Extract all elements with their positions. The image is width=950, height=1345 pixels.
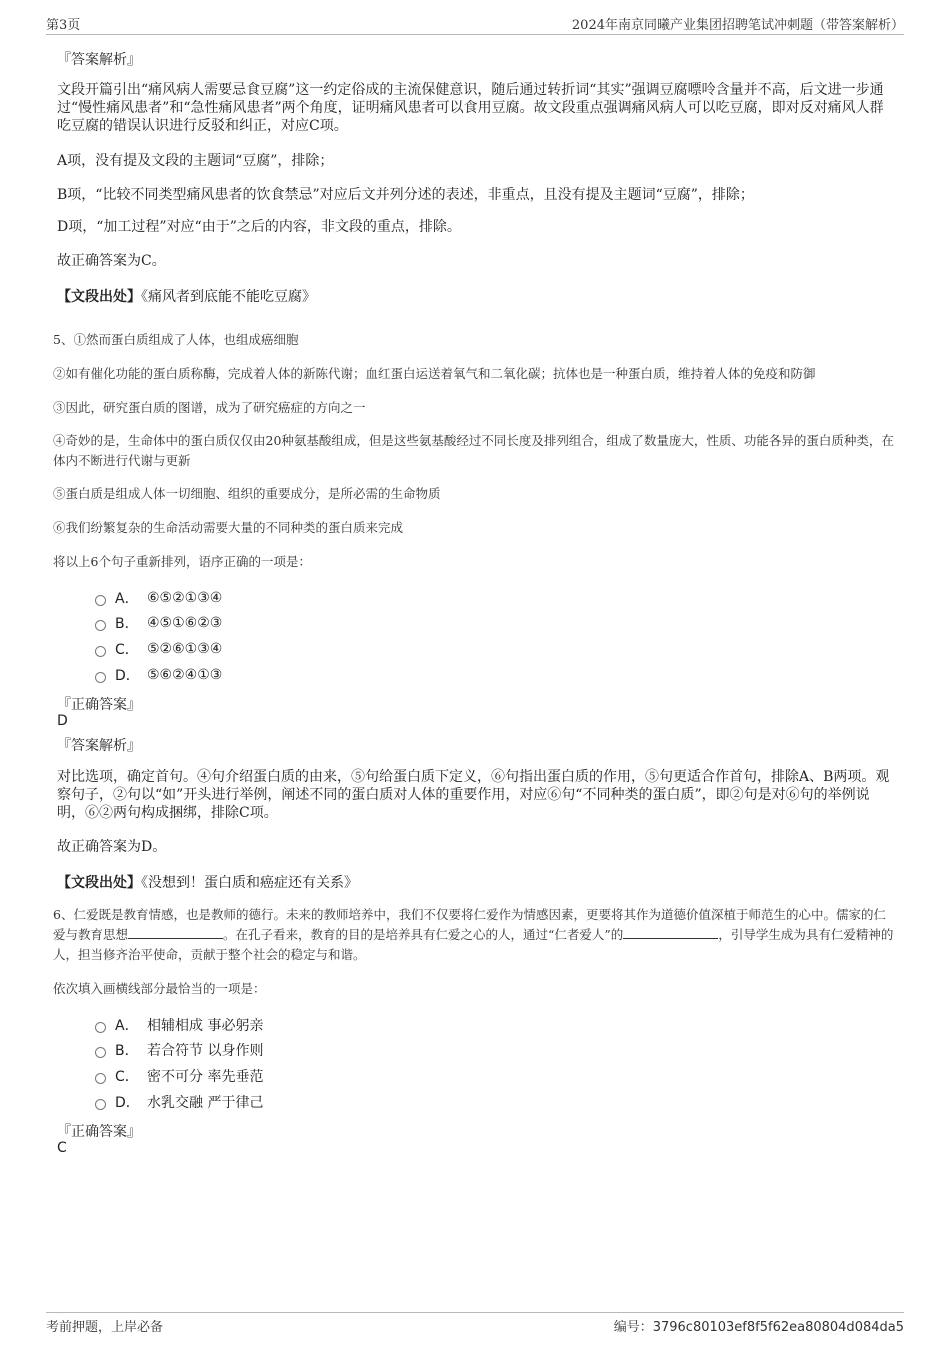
q5-sentence-5: ⑤蛋白质是组成人体一切细胞、组织的重要成分，是所必需的生命物质 bbox=[53, 486, 441, 501]
q5-option-b[interactable]: B． ④⑤①⑥②③ bbox=[95, 613, 222, 633]
q5-answer-label: 『正确答案』 bbox=[57, 697, 141, 713]
q6-answer: C bbox=[57, 1140, 67, 1156]
q5-answer: D bbox=[57, 713, 68, 729]
q4-explain-label: 『答案解析』 bbox=[57, 52, 141, 68]
q5-sentence-1: 5、①然而蛋白质组成了人体，也组成癌细胞 bbox=[53, 332, 299, 347]
fill-blank-1 bbox=[128, 926, 223, 939]
q5-sentence-2: ②如有催化功能的蛋白质称酶，完成着人体的新陈代谢；血红蛋白运送着氧气和二氧化碳；抗体也是一种蛋白质，维持着人体的免疫和防御 bbox=[53, 366, 816, 381]
q6-option-b[interactable]: B． 若合符节 以身作则 bbox=[95, 1040, 263, 1060]
radio-icon[interactable] bbox=[95, 672, 106, 683]
q4-explain-paragraph: 文段开篇引出“痛风病人需要忌食豆腐”这一约定俗成的主流保健意识，随后通过转折词“其实”强调豆腐嘌呤含量并不高，后文进一步通过“慢性痛风患者”和“急性痛风患者”两个角度，证明痛风患者可以食用豆腐。故文段重点强调痛风病人可以吃豆腐，即对反对痛风人群吃豆腐的错误认识进行反驳和纠正，对应C项。 bbox=[57, 82, 884, 134]
q4-explain-b: B项，“比较不同类型痛风患者的饮食禁忌”对应后文并列分述的表述，非重点，且没有提及主题词“豆腐”，排除； bbox=[57, 187, 754, 203]
q5-conclusion: 故正确答案为D。 bbox=[57, 839, 167, 855]
radio-icon[interactable] bbox=[95, 620, 106, 631]
q6-prompt: 依次填入画横线部分最恰当的一项是： bbox=[53, 981, 266, 996]
radio-icon[interactable] bbox=[95, 1022, 106, 1033]
q6-option-d[interactable]: D． 水乳交融 严于律己 bbox=[95, 1092, 263, 1112]
q5-option-a[interactable]: A． ⑥⑤②①③④ bbox=[95, 588, 222, 608]
q4-source bbox=[57, 286, 316, 306]
footer-code: 编号：3796c80103ef8f5f62ea80804d084da5 bbox=[613, 1320, 904, 1335]
q6-option-a[interactable]: A． 相辅相成 事必躬亲 bbox=[95, 1015, 263, 1035]
radio-icon[interactable] bbox=[95, 1047, 106, 1058]
page-header bbox=[46, 12, 904, 35]
q4-explain-a: A项，没有提及文段的主题词“豆腐”，排除； bbox=[57, 153, 334, 169]
q5-option-c[interactable]: C． ⑤②⑥①③④ bbox=[95, 639, 222, 659]
q5-source bbox=[57, 872, 358, 892]
q6-answer-label: 『正确答案』 bbox=[57, 1124, 141, 1140]
q5-sentence-3: ③因此，研究蛋白质的图谱，成为了研究癌症的方向之一 bbox=[53, 400, 366, 415]
q5-sentence-4: ④奇妙的是，生命体中的蛋白质仅仅由20种氨基酸组成，但是这些氨基酸经过不同长度及排列组合，组成了数量庞大，性质、功能各异的蛋白质种类，在体内不断进行代谢与更新 bbox=[53, 433, 894, 468]
page-footer bbox=[46, 1312, 904, 1335]
q4-explain-d: D项，“加工过程”对应“由于”之后的内容，非文段的重点，排除。 bbox=[57, 219, 461, 235]
q5-sentence-6: ⑥我们纷繁复杂的生命活动需要大量的不同种类的蛋白质来完成 bbox=[53, 520, 404, 535]
radio-icon[interactable] bbox=[95, 595, 106, 606]
q5-explain: 对比选项，确定首句。④句介绍蛋白质的由来，⑤句给蛋白质下定义，⑥句指出蛋白质的作用，⑤句更适合作首句，排除A、B两项。观察句子，②句以“如”开头进行举例，阐述不同的蛋白质对人体的重要作用，对应⑥句“不同种类的蛋白质”，即②句是对⑥句的举例说明，⑥②两句构成捆绑，排除C项。 bbox=[57, 769, 890, 821]
document-title: 2024年南京同曦产业集团招聘笔试冲刺题（带答案解析） bbox=[571, 18, 904, 33]
radio-icon[interactable] bbox=[95, 1099, 106, 1110]
q4-source-text: 《痛风者到底能不能吃豆腐》 bbox=[141, 289, 316, 305]
fill-blank-2 bbox=[623, 926, 718, 939]
q6-option-c[interactable]: C． 密不可分 率先垂范 bbox=[95, 1066, 263, 1086]
radio-icon[interactable] bbox=[95, 1073, 106, 1084]
q5-source-text: 《没想到！蛋白质和癌症还有关系》 bbox=[141, 875, 358, 891]
q5-option-d[interactable]: D． ⑤⑥②④①③ bbox=[95, 665, 222, 685]
page-number: 第3页 bbox=[46, 18, 81, 33]
q5-source-label: 【文段出处】 bbox=[57, 875, 141, 891]
q5-explain-label: 『答案解析』 bbox=[57, 738, 141, 754]
radio-icon[interactable] bbox=[95, 646, 106, 657]
q6-stem: 6、仁爱既是教育情感，也是教师的德行。未来的教师培养中，我们不仅要将仁爱作为情感因素，更要将其作为道德价值深植于师范生的心中。儒家的仁爱与教育思想 。在孔子看来，教育的目的是培养具有仁爱之心的人，通过“仁者爱人”的 ，引导学生成为具有仁爱精神的人，担当修齐治平使命，贡献于整个社会的稳定与和谐。 bbox=[53, 907, 894, 962]
q4-source-label: 【文段出处】 bbox=[57, 289, 141, 305]
q4-conclusion: 故正确答案为C。 bbox=[57, 253, 166, 269]
q5-prompt: 将以上6个句子重新排列，语序正确的一项是： bbox=[53, 554, 311, 569]
footer-slogan: 考前押题，上岸必备 bbox=[46, 1320, 164, 1335]
